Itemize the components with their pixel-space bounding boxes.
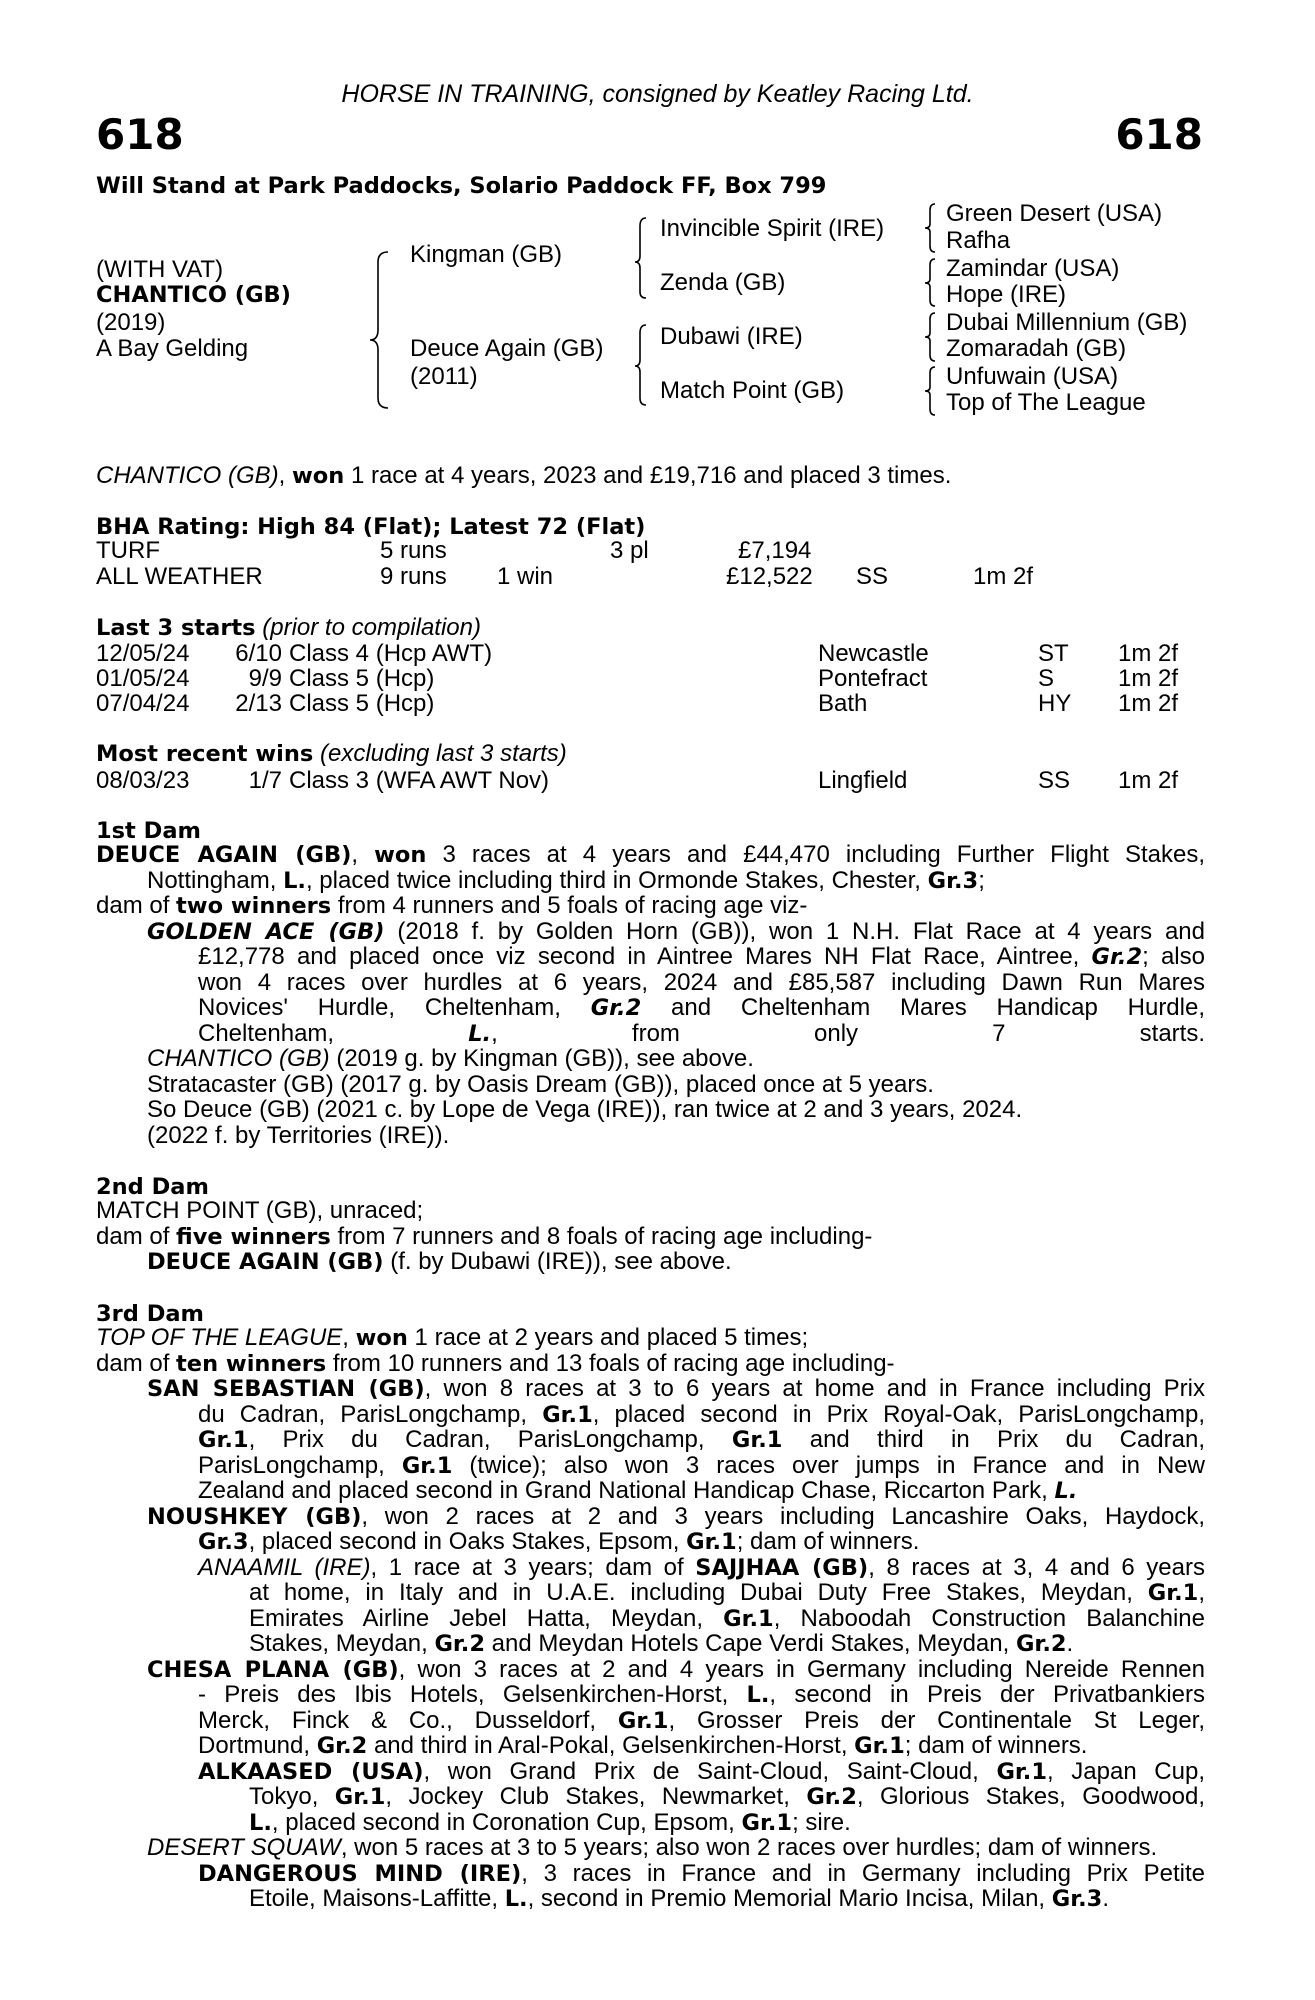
dam1-line [96, 842, 1205, 868]
vat-note: (WITH VAT) [96, 256, 224, 283]
dam1-name: DEUCE AGAIN (GB) [96, 842, 352, 868]
row-race: Class 4 (Hcp AWT) [289, 640, 493, 667]
progeny-name: NOUSHKEY (GB) [147, 1503, 362, 1530]
row-date: 01/05/24 [96, 665, 190, 692]
turf-prize: £7,194 [738, 537, 812, 564]
progeny-line [198, 1759, 1205, 1785]
turf-label: TURF [96, 537, 160, 564]
row-date: 07/04/24 [96, 690, 190, 717]
horse-year: (2019) [96, 309, 166, 336]
listed-mark: L. [468, 1020, 492, 1047]
progeny-text: , from only 7 starts. [491, 1019, 1206, 1047]
dam2-line [96, 1249, 1205, 1275]
horse-name: CHANTICO (GB) [96, 282, 291, 308]
pedigree-sire: Kingman (GB) [410, 241, 563, 268]
recent-heading-bold: Most recent wins [96, 741, 314, 767]
race-summary: CHANTICO (GB), won 1 race at 4 years, 2023 and £19,716 and placed 3 times. [96, 462, 952, 489]
last3-heading [96, 615, 481, 642]
row-position: 9/9 [248, 665, 282, 692]
group-mark: Gr.3 [1051, 1886, 1103, 1912]
progeny-line [198, 1402, 1205, 1428]
progeny-text: Etoile, Maisons-Laffitte, [249, 1885, 505, 1912]
progeny-text: ; dam of winners. [904, 1732, 1088, 1759]
dam2-line: MATCH POINT (GB), unraced; [96, 1197, 424, 1224]
progeny-text: won 4 races over hurdles at 6 years, 2024 and £85,587 including Dawn Run Mares [198, 968, 1205, 996]
pedigree-dam-year: (2011) [410, 363, 478, 390]
dam1-text: dam of [96, 892, 177, 919]
progeny-text: and Meydan Hotels Cape Verdi Stakes, Meydan, [485, 1630, 1016, 1657]
row-race: Class 5 (Hcp) [289, 665, 435, 692]
row-course: Pontefract [818, 665, 928, 692]
progeny-name: GOLDEN ACE (GB) [147, 918, 385, 945]
progeny-name: ALKAASED (USA) [198, 1758, 424, 1785]
progeny-text: du Cadran, ParisLongchamp, [198, 1400, 543, 1428]
stand-location: Will Stand at Park Paddocks, Solario Paddock FF, Box 799 [96, 173, 827, 199]
progeny-text: Zealand and placed second in Grand National Handicap Chase, Riccarton Park, [198, 1477, 1055, 1504]
row-race: Class 3 (WFA AWT Nov) [289, 767, 550, 794]
progeny-text: and third in Aral-Pokal, Gelsenkirchen-Horst, [367, 1732, 855, 1759]
progeny-text: , second in Premio Memorial Mario Incisa, Milan, [527, 1885, 1052, 1912]
row-going: HY [1038, 690, 1072, 717]
group-mark: Gr.2 [806, 1784, 857, 1810]
progeny-line [147, 1046, 1205, 1072]
pedigree-g7: Unfuwain (USA) [946, 363, 1119, 390]
rating-heading: BHA Rating: High 84 (Flat); Latest 72 (Flat) [96, 514, 646, 540]
progeny-line [249, 1810, 1205, 1836]
row-race: Class 5 (Hcp) [289, 690, 435, 717]
dam1-line [96, 868, 1205, 894]
consignment-line: HORSE IN TRAINING, consigned by Keatley Racing Ltd. [341, 80, 974, 108]
group-mark: Gr.1 [854, 1733, 905, 1759]
progeny-text: , placed second in Prix Royal-Oak, ParisLongchamp, [592, 1400, 1206, 1428]
dam1-heading: 1st Dam [96, 818, 201, 844]
summary-rest: 1 race at 4 years, 2023 and £19,716 and placed 3 times. [344, 462, 952, 489]
pedigree-g8: Top of The League [946, 389, 1146, 416]
pedigree-dam: Deuce Again (GB) [410, 335, 604, 362]
group-mark: Gr.2 [1091, 944, 1143, 970]
progeny-line [198, 1427, 1205, 1453]
aw-prize: £12,522 [726, 563, 813, 590]
progeny-text: , Glorious Stakes, Goodwood, [856, 1783, 1205, 1810]
dam1-other-progeny [147, 1046, 1205, 1148]
progeny-text: and third in Prix du Cadran, [782, 1426, 1205, 1453]
row-position: 1/7 [248, 767, 282, 794]
row-distance: 1m 2f [1118, 665, 1179, 692]
progeny-name: DANGEROUS MIND (IRE) [198, 1860, 522, 1887]
progeny-text: ; dam of winners. [736, 1528, 920, 1555]
progeny-text: , won 3 races at 2 and 4 years in Germany including Nereide Rennen [398, 1655, 1205, 1683]
dam3-heading: 3rd Dam [96, 1301, 204, 1327]
progeny-text: , won 2 races at 2 and 3 years including Lancashire Oaks, Haydock, [361, 1502, 1205, 1530]
progeny-text: Novices' Hurdle, Cheltenham, [198, 994, 591, 1021]
dam1-text: , [351, 841, 375, 868]
progeny-text: , placed second in Oaks Stakes, Epsom, [248, 1528, 687, 1555]
dam3-name: TOP OF THE LEAGUE [96, 1324, 343, 1351]
progeny-text: , Prix du Cadran, ParisLongchamp, [248, 1426, 732, 1453]
progeny-text: , second in Preis der Privatbankiers [769, 1681, 1206, 1708]
progeny-text: (twice); also won 3 races over jumps in France and in New [452, 1451, 1205, 1479]
progeny-line [198, 944, 1205, 970]
progeny-name: SAJJHAA (GB) [695, 1554, 869, 1581]
dam3-text: 1 race at 2 years and placed 5 times; [407, 1324, 809, 1351]
pedigree-g1: Green Desert (USA) [946, 200, 1163, 227]
progeny-text: , won 5 races at 3 to 5 years; also won 2 races over hurdles; dam of winners. [340, 1834, 1158, 1861]
last3-heading-note: (prior to compilation) [255, 614, 481, 641]
progeny-line [249, 1784, 1205, 1810]
progeny-text: , 1 race at 3 years; dam of [370, 1553, 696, 1581]
progeny-text: ; also [1142, 943, 1205, 970]
progeny-text: , Grosser Preis der Continentale St Leger, [668, 1706, 1205, 1734]
progeny-text: (2018 f. by Golden Horn (GB)), won 1 N.H. Flat Race at 4 years and [384, 917, 1205, 945]
group-mark: Gr.1 [686, 1529, 737, 1555]
aw-label: ALL WEATHER [96, 563, 263, 590]
row-position: 2/13 [235, 690, 282, 717]
dam3-line [96, 1351, 1205, 1377]
progeny-text: Stakes, Meydan, [249, 1630, 435, 1657]
progeny-text: , won 8 races at 3 to 6 years at home and in France including Prix [424, 1375, 1206, 1402]
dam1-text: 3 races at 4 years and £44,470 including Further Flight Stakes, [426, 841, 1205, 868]
progeny-text: Cheltenham, [198, 1019, 469, 1047]
dam2-text: dam of [96, 1222, 177, 1250]
progeny-text: Merck, Finck & Co., Dusseldorf, [198, 1706, 618, 1734]
progeny-text: , Japan Cup, [1047, 1757, 1205, 1785]
progeny-text: . [1066, 1630, 1074, 1657]
progeny-line [147, 1657, 1205, 1683]
pedigree-g6: Zomaradah (GB) [946, 335, 1127, 362]
group-mark: Gr.1 [401, 1452, 453, 1479]
progeny-line [249, 1631, 1205, 1657]
row-position: 6/10 [235, 640, 282, 667]
row-course: Lingfield [818, 767, 908, 794]
group-mark: Gr.1 [542, 1401, 593, 1428]
dam3-text: , [342, 1324, 356, 1351]
row-distance: 1m 2f [1118, 690, 1179, 717]
progeny-line: (2022 f. by Territories (IRE)). [147, 1121, 450, 1149]
progeny-desert-squaw [147, 1835, 1205, 1861]
dam3-line [96, 1325, 1205, 1351]
progeny-line: So Deuce (GB) (2021 c. by Lope de Vega (IRE)), ran twice at 2 and 3 years, 2024. [147, 1096, 1023, 1123]
dam3-won: won [355, 1325, 408, 1351]
dam2-winners: five winners [176, 1223, 331, 1250]
dam3-section [96, 1325, 1205, 1376]
progeny-text: Emirates Airline Jebel Hatta, Meydan, [249, 1604, 724, 1632]
dam1-text: , placed twice including third in Ormonde Stakes, Chester, [305, 866, 928, 894]
listed-mark: L. [504, 1886, 528, 1912]
progeny-name: SAN SEBASTIAN (GB) [147, 1376, 425, 1402]
last3-heading-bold: Last 3 starts [96, 615, 256, 641]
progeny-alkaased [198, 1759, 1205, 1836]
progeny-text: Dortmund, [198, 1732, 317, 1759]
progeny-text: , 8 races at 3, 4 and 6 years [868, 1553, 1205, 1581]
pedigree-g2: Rafha [946, 227, 1011, 254]
group-mark: Gr.1 [198, 1427, 249, 1453]
group-mark: Gr.2 [1015, 1631, 1067, 1657]
progeny-text: - Preis des Ibis Hotels, Gelsenkirchen-Horst, [198, 1681, 747, 1708]
progeny-text: . [1102, 1885, 1109, 1912]
progeny-line [249, 1886, 1205, 1912]
summary-horse: CHANTICO (GB) [96, 462, 279, 489]
progeny-chesa-plana [147, 1657, 1205, 1759]
dam2-text: (f. by Dubawi (IRE)), see above. [383, 1248, 732, 1275]
dam1-progeny-golden-ace [147, 919, 1205, 1047]
row-distance: 1m 2f [1118, 767, 1179, 794]
turf-placed: 3 pl [610, 537, 649, 564]
progeny-san-sebastian [147, 1376, 1205, 1504]
dam1-text: from 4 runners and 5 foals of racing age viz- [331, 892, 808, 919]
progeny-anaamil [198, 1555, 1205, 1657]
progeny-name: DEUCE AGAIN (GB) [147, 1249, 384, 1275]
dam1-text: Nottingham, [147, 866, 284, 894]
progeny-text: £12,778 and placed once viz second in Aintree Mares NH Flat Race, Aintree, [198, 943, 1092, 970]
row-going: S [1038, 665, 1055, 692]
listed-mark: L. [746, 1682, 770, 1708]
progeny-line [147, 1835, 1205, 1861]
dam1-line [96, 893, 1205, 919]
group-mark: Gr.3 [927, 867, 979, 894]
progeny-text: ParisLongchamp, [198, 1451, 402, 1479]
pedigree-g5: Dubai Millennium (GB) [946, 309, 1188, 336]
progeny-name: ANAAMIL (IRE) [198, 1553, 371, 1581]
progeny-line [198, 1021, 1205, 1047]
progeny-line [147, 1504, 1205, 1530]
progeny-dangerous-mind [198, 1861, 1205, 1912]
progeny-line [198, 1708, 1205, 1734]
progeny-line [249, 1606, 1205, 1632]
row-course: Newcastle [818, 640, 929, 667]
progeny-name: CHANTICO (GB) [147, 1045, 330, 1072]
dam3-winners: ten winners [176, 1350, 327, 1377]
dam3-text: from 10 runners and 13 foals of racing age including- [326, 1349, 895, 1377]
dam2-text: from 7 runners and 8 foals of racing age including- [330, 1222, 873, 1250]
group-mark: Gr.1 [723, 1605, 774, 1632]
dam2-line [96, 1224, 1205, 1250]
progeny-text: and Cheltenham Mares Handicap Hurdle, [641, 994, 1206, 1021]
dam1-won: won [374, 842, 427, 868]
progeny-text: , [1198, 1579, 1205, 1606]
progeny-noushkey [147, 1504, 1205, 1555]
progeny-line [198, 1682, 1205, 1708]
dam1-section [96, 842, 1205, 919]
group-mark: Gr.1 [1147, 1580, 1199, 1606]
progeny-text: , Naboodah Construction Balanchine [773, 1604, 1205, 1632]
dam1-text: ; [978, 866, 985, 894]
row-going: ST [1038, 640, 1069, 667]
progeny-line [198, 1529, 1205, 1555]
pedigree-dam-sire: Dubawi (IRE) [660, 323, 803, 350]
group-mark: Gr.1 [741, 1809, 793, 1836]
pedigree-sire-dam: Zenda (GB) [660, 269, 786, 296]
progeny-line [198, 995, 1205, 1021]
progeny-line [198, 1733, 1205, 1759]
row-going: SS [1038, 767, 1071, 794]
progeny-name: CHESA PLANA (GB) [147, 1656, 399, 1683]
turf-runs: 5 runs [380, 537, 447, 564]
progeny-text: ; sire. [792, 1808, 851, 1836]
aw-going: SS [856, 563, 889, 590]
group-mark: Gr.1 [731, 1427, 783, 1453]
summary-won: won [292, 463, 345, 489]
lot-number-left: 618 [96, 110, 184, 159]
progeny-text: (2019 g. by Kingman (GB)), see above. [329, 1045, 754, 1072]
progeny-line [198, 1453, 1205, 1479]
progeny-text: , 3 races in France and in Germany including Prix Petite [521, 1859, 1205, 1887]
group-mark: Gr.2 [316, 1733, 368, 1759]
lot-number-right: 618 [1115, 110, 1203, 159]
row-course: Bath [818, 690, 868, 717]
progeny-line [147, 1376, 1205, 1402]
pedigree-g4: Hope (IRE) [946, 281, 1067, 308]
progeny-text: Tokyo, [249, 1783, 335, 1810]
group-mark: Gr.2 [434, 1631, 485, 1657]
listed-mark: L. [1054, 1478, 1078, 1504]
pedigree-dam-dam: Match Point (GB) [660, 377, 845, 404]
recent-heading [96, 741, 567, 768]
group-mark: Gr.3 [198, 1529, 249, 1555]
progeny-name: DESERT SQUAW [147, 1834, 341, 1861]
dam3-text: dam of [96, 1349, 177, 1377]
progeny-line [147, 919, 1205, 945]
group-mark: Gr.1 [617, 1707, 669, 1734]
row-date: 08/03/23 [96, 767, 190, 794]
recent-heading-note: (excluding last 3 starts) [313, 740, 567, 767]
pedigree-sire-sire: Invincible Spirit (IRE) [660, 215, 885, 242]
progeny-line [198, 1861, 1205, 1887]
progeny-line [198, 970, 1205, 996]
horse-description: A Bay Gelding [96, 335, 249, 362]
group-mark: Gr.1 [996, 1758, 1047, 1785]
progeny-line: Stratacaster (GB) (2017 g. by Oasis Dream (GB)), placed once at 5 years. [147, 1070, 934, 1098]
listed-mark: L. [249, 1809, 272, 1836]
aw-wins: 1 win [497, 563, 554, 590]
progeny-text: , placed second in Coronation Cup, Epsom, [271, 1808, 742, 1836]
pedigree-g3: Zamindar (USA) [946, 255, 1120, 282]
progeny-line [198, 1478, 1205, 1504]
progeny-text: at home, in Italy and in U.A.E. including Dubai Duty Free Stakes, Meydan, [249, 1579, 1148, 1606]
progeny-text: , won Grand Prix de Saint-Cloud, Saint-Cloud, [423, 1757, 997, 1785]
progeny-line [198, 1555, 1205, 1581]
row-distance: 1m 2f [1118, 640, 1179, 667]
dam1-winners: two winners [176, 893, 332, 919]
dam2-section [96, 1198, 1205, 1275]
group-mark: Gr.2 [590, 995, 642, 1021]
row-date: 12/05/24 [96, 640, 190, 667]
aw-distance: 1m 2f [973, 563, 1034, 590]
listed-mark: L. [283, 867, 306, 894]
aw-runs: 9 runs [380, 563, 447, 590]
progeny-line [249, 1580, 1205, 1606]
group-mark: Gr.1 [334, 1784, 386, 1810]
dam2-heading: 2nd Dam [96, 1174, 209, 1200]
progeny-text: , Jockey Club Stakes, Newmarket, [385, 1783, 807, 1810]
